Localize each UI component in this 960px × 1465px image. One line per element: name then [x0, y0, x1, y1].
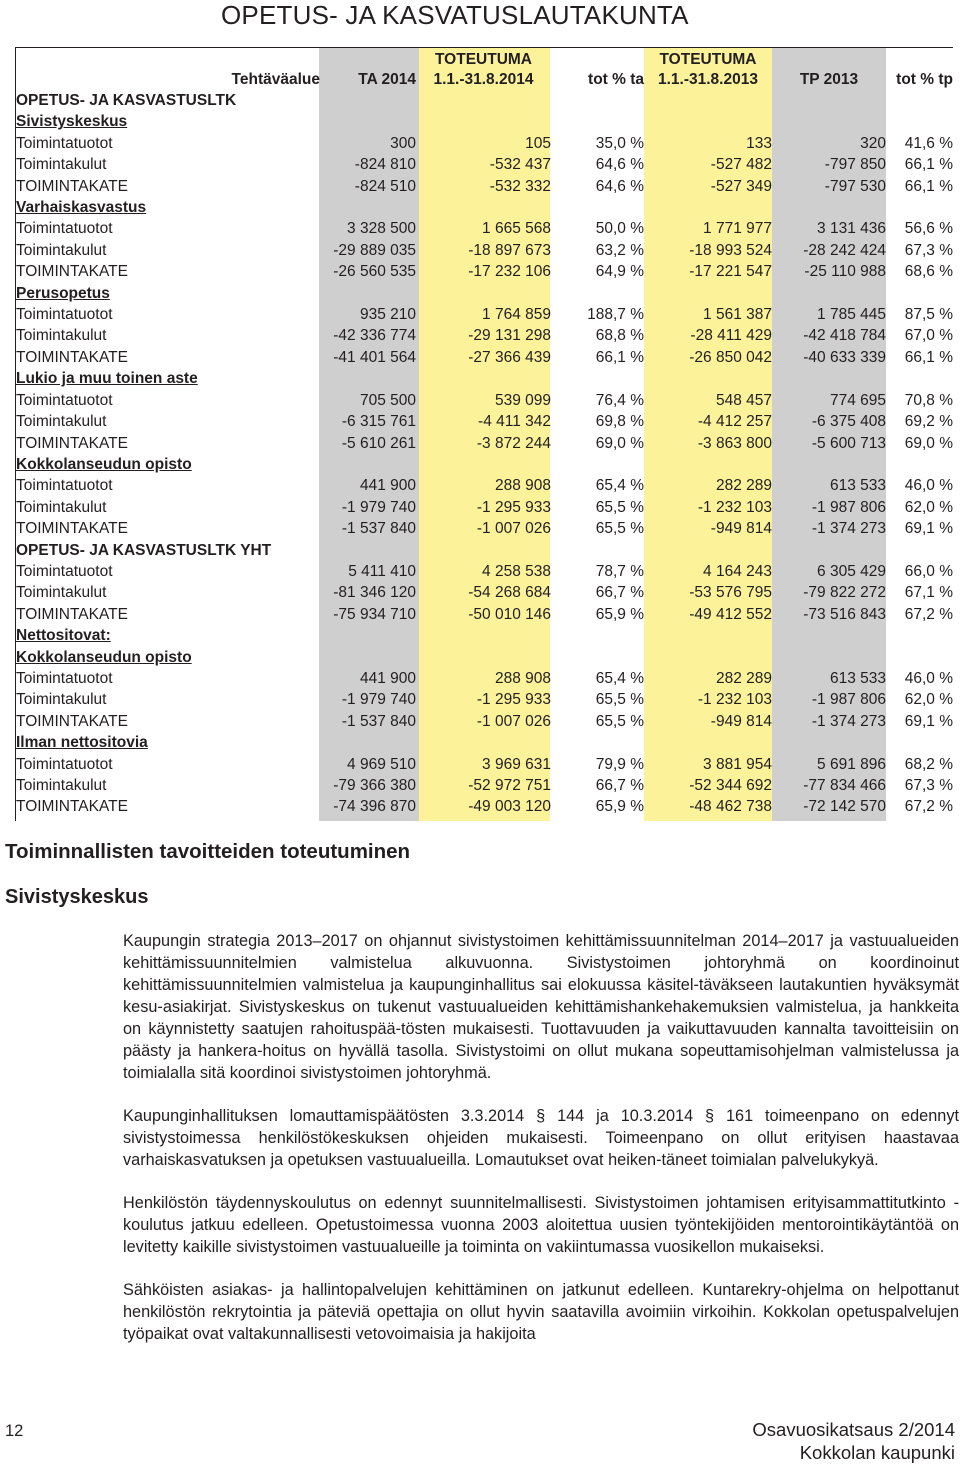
table-cell: 65,5 %	[595, 691, 644, 709]
table-row	[16, 433, 953, 454]
row-label: Toimintatuotot	[16, 669, 113, 687]
table-cell: -5 600 713	[811, 434, 886, 452]
empty-cell	[320, 647, 416, 668]
col-header-toteutuma-2013-line2: 1.1.-31.8.2013	[658, 71, 758, 88]
row-label: Toimintatuotot	[16, 134, 113, 152]
table-cell: -1 987 806	[811, 691, 886, 709]
empty-cell	[416, 625, 551, 646]
row-label: Toimintatuotot	[16, 562, 113, 580]
table-cell: 67,3 %	[904, 241, 953, 259]
table-cell: -77 834 466	[803, 777, 886, 794]
table-cell: 6 305 429	[817, 562, 886, 580]
empty-cell	[644, 454, 772, 475]
row-label: Toimintakulut	[16, 777, 107, 794]
table-cell: -3 863 800	[697, 434, 772, 452]
table-cell: -1 537 840	[341, 520, 416, 538]
table-cell: 1 665 568	[482, 220, 551, 238]
table-cell: 66,0 %	[904, 562, 953, 580]
table-cell: 66,1 %	[904, 348, 953, 366]
table-row	[16, 711, 953, 732]
row-label: TOIMINTAKATE	[16, 177, 128, 195]
table-cell: -49 412 552	[689, 605, 772, 623]
table-cell: 5 411 410	[348, 562, 416, 580]
empty-cell	[416, 647, 551, 668]
table-cell: 935 210	[359, 306, 416, 324]
table-cell: 65,5 %	[595, 712, 644, 730]
table-cell: -824 810	[354, 156, 416, 174]
table-cell: -1 295 933	[476, 691, 551, 709]
table-cell: 76,4 %	[595, 391, 644, 409]
table-row	[16, 347, 953, 368]
table-cell: -29 131 298	[468, 327, 551, 345]
table-cell: 69,1 %	[904, 520, 953, 538]
row-label: TOIMINTAKATE	[16, 434, 128, 452]
col-header-tp-2013: TP 2013	[799, 71, 859, 88]
table-section-row	[16, 454, 953, 475]
table-cell: 65,4 %	[595, 669, 644, 687]
section-label: Varhaiskasvastus	[16, 199, 147, 217]
table-cell: 65,5 %	[595, 498, 644, 516]
row-label: Toimintatuotot	[16, 220, 113, 238]
table-cell: -1 007 026	[476, 520, 551, 538]
empty-cell	[416, 197, 551, 218]
empty-cell	[551, 732, 644, 753]
table-cell: 133	[746, 134, 772, 152]
empty-cell	[644, 90, 772, 111]
row-label: TOIMINTAKATE	[16, 712, 128, 730]
table-cell: 70,8 %	[904, 391, 953, 409]
table-cell: -49 003 120	[468, 798, 551, 816]
table-cell: -74 396 870	[333, 798, 416, 816]
table-cell: 68,2 %	[904, 755, 953, 773]
table-row	[16, 325, 953, 346]
table-section-row	[16, 197, 953, 218]
empty-cell	[320, 90, 416, 111]
empty-cell	[886, 625, 953, 646]
empty-cell	[416, 283, 551, 304]
row-label: TOIMINTAKATE	[16, 348, 128, 366]
table-cell: 69,2 %	[904, 413, 953, 431]
table-cell: -1 232 103	[697, 498, 772, 516]
table-cell: -18 993 524	[689, 241, 772, 259]
table-row	[16, 497, 953, 518]
col-header-toteutuma-2013-line1: TOTEUTUMA	[659, 51, 757, 68]
table-row	[16, 582, 953, 603]
table-row	[16, 518, 953, 539]
row-label: Toimintatuotot	[16, 391, 113, 409]
table-row	[16, 689, 953, 710]
table-cell: 65,9 %	[595, 605, 644, 623]
section-label: Sivistyskeskus	[16, 113, 128, 131]
table-cell: 3 881 954	[703, 755, 772, 773]
empty-cell	[886, 111, 953, 132]
table-cell: -54 268 684	[468, 584, 551, 602]
col-header-toteutuma-2013	[644, 48, 772, 90]
table-row	[16, 304, 953, 325]
table-cell: -40 633 339	[803, 348, 886, 366]
table-row	[16, 775, 953, 796]
empty-cell	[886, 197, 953, 218]
empty-cell	[416, 368, 551, 389]
table-row	[16, 133, 953, 154]
table-cell: 288 908	[494, 669, 551, 687]
table-row	[16, 475, 953, 496]
table-cell: -26 850 042	[689, 348, 772, 366]
table-cell: 5 691 896	[817, 755, 886, 773]
table-row	[16, 261, 953, 282]
table-row	[16, 561, 953, 582]
empty-cell	[772, 197, 886, 218]
section-label: Ilman nettositovia	[16, 734, 148, 752]
row-label: Toimintatuotot	[16, 477, 113, 495]
col-header-tot-pct-ta: tot % ta	[588, 71, 644, 88]
paragraph: Kaupunginhallituksen lomauttamispäätösten 3.3.2014 § 144 ja 10.3.2014 § 161 toimeenpano on edennyt sivistystoimessa henkilöstökeskuksen ohjeiden mukaisesti. Toimeenpano on ollut erityisen haastavaa varhaiskasvatuksen ja opetuksen vastuualueilla. Lomautukset ovat heiken-täneet toimialan palvelukykyä.	[123, 1107, 959, 1169]
table-row	[16, 668, 953, 689]
row-label: Toimintakulut	[16, 584, 107, 602]
table-cell: -75 934 710	[333, 605, 416, 623]
empty-cell	[416, 454, 551, 475]
empty-cell	[772, 540, 886, 561]
empty-cell	[886, 283, 953, 304]
table-section-row	[16, 368, 953, 389]
empty-cell	[644, 647, 772, 668]
empty-cell	[886, 368, 953, 389]
row-label: TOIMINTAKATE	[16, 605, 128, 623]
table-cell: 65,5 %	[595, 520, 644, 538]
col-header-toteutuma-2014-line1: TOTEUTUMA	[434, 51, 532, 68]
table-cell: 3 969 631	[482, 755, 551, 773]
table-cell: 64,9 %	[595, 263, 644, 281]
table-cell: -532 332	[489, 177, 551, 195]
table-body	[16, 90, 953, 818]
empty-cell	[644, 540, 772, 561]
table-cell: -949 814	[710, 520, 772, 538]
body-text	[123, 930, 959, 1366]
empty-cell	[644, 197, 772, 218]
row-label: Toimintakulut	[16, 691, 107, 709]
table-cell: 68,8 %	[595, 327, 644, 345]
row-label: Toimintakulut	[16, 327, 107, 345]
table-cell: 78,7 %	[595, 562, 644, 580]
row-label: Toimintakulut	[16, 156, 107, 174]
table-cell: 63,2 %	[595, 241, 644, 259]
table-cell: -6 375 408	[811, 413, 886, 431]
table-cell: 50,0 %	[595, 220, 644, 238]
empty-cell	[886, 454, 953, 475]
table-cell: 288 908	[494, 477, 551, 495]
empty-cell	[320, 197, 416, 218]
empty-cell	[416, 90, 551, 111]
footer-report-name: Osavuosikatsaus 2/2014	[752, 1419, 955, 1440]
table-cell: 41,6 %	[904, 134, 953, 152]
row-label: Toimintakulut	[16, 498, 107, 516]
table-cell: -1 374 273	[811, 520, 886, 538]
table-section-row	[16, 111, 953, 132]
section-heading-sivistyskeskus: Sivistyskeskus	[5, 886, 149, 908]
table-cell: 1 764 859	[482, 306, 551, 324]
empty-cell	[320, 625, 416, 646]
table-cell: 188,7 %	[587, 306, 644, 324]
table-cell: 705 500	[359, 391, 416, 409]
empty-cell	[772, 368, 886, 389]
section-label: Lukio ja muu toinen aste	[16, 370, 198, 388]
table-row	[16, 390, 953, 411]
table-cell: -42 336 774	[333, 327, 416, 345]
table-cell: 548 457	[715, 391, 772, 409]
empty-cell	[772, 647, 886, 668]
empty-cell	[772, 283, 886, 304]
row-label: Toimintatuotot	[16, 306, 113, 324]
table-cell: -527 482	[710, 156, 772, 174]
table-cell: 105	[525, 134, 551, 152]
col-header-tot-pct-tp: tot % tp	[896, 71, 953, 88]
table-cell: -26 560 535	[333, 263, 416, 281]
table-cell: 65,9 %	[595, 798, 644, 816]
footer	[752, 1418, 955, 1464]
section-label: Perusopetus	[16, 284, 110, 302]
table-cell: 64,6 %	[595, 177, 644, 195]
table-cell: 66,7 %	[595, 584, 644, 602]
table-cell: -4 411 342	[478, 413, 551, 431]
table-cell: 539 099	[494, 391, 551, 409]
table-cell: -25 110 988	[804, 263, 886, 281]
table-cell: 46,0 %	[904, 477, 953, 495]
table-cell: -1 232 103	[697, 691, 772, 709]
table-cell: 1 771 977	[703, 220, 772, 238]
table-cell: 66,7 %	[595, 777, 644, 794]
empty-cell	[320, 283, 416, 304]
table-section-row	[16, 90, 953, 111]
row-label: Toimintatuotot	[16, 755, 113, 773]
section-label: OPETUS- JA KASVASTUSLTK	[16, 92, 237, 109]
table-cell: 3 131 436	[817, 220, 886, 238]
table-cell: -824 510	[354, 177, 416, 195]
table-cell: 282 289	[715, 477, 772, 495]
paragraph: Henkilöstön täydennyskoulutus on edennyt suunnitelmallisesti. Sivistystoimen johtamisen erityisammattitutkinto -koulutus jatkuu edelleen. Opetustoimessa vuonna 2003 aloitettua uusien työntekijöiden mentorointikäytäntöä on levitetty kaikille sivistystoimen vastuualueille ja toiminta on vakiintumassa vuosikellon mukaiseksi.	[123, 1194, 959, 1256]
section-label: Kokkolanseudun opisto	[16, 648, 192, 666]
col-header-toteutuma-2014	[416, 48, 551, 90]
table-cell: -28 411 429	[690, 327, 772, 345]
table-cell: 613 533	[829, 669, 886, 687]
empty-cell	[551, 454, 644, 475]
table-cell: -48 462 738	[689, 798, 772, 816]
table-cell: -1 007 026	[476, 712, 551, 730]
table-section-row	[16, 732, 953, 753]
table-cell: 62,0 %	[904, 498, 953, 516]
table-cell: 4 258 538	[482, 562, 551, 580]
table-cell: 282 289	[715, 669, 772, 687]
table-cell: -17 221 547	[689, 263, 772, 281]
table-cell: -79 822 272	[803, 584, 886, 602]
table-cell: -29 889 035	[333, 241, 416, 259]
empty-cell	[416, 111, 551, 132]
paragraph: Sähköisten asiakas- ja hallintopalvelujen kehittäminen on jatkunut edelleen. Kuntarekry-ohjelma on helpottanut henkilöstön rekrytointia ja päteviä opettajia on ollut hyvin saatavilla avoimiin virkoihin. Kokkolan opetuspalvelujen työpaikat ovat valtakunnallisesti vetovoimaisia ja hakijoita	[123, 1281, 959, 1343]
row-label: Toimintakulut	[16, 241, 107, 259]
table-cell: 320	[860, 134, 886, 152]
table-cell: -52 344 692	[689, 777, 772, 794]
table-section-row	[16, 283, 953, 304]
table-cell: 69,0 %	[595, 434, 644, 452]
empty-cell	[772, 732, 886, 753]
empty-cell	[551, 368, 644, 389]
page-title: OPETUS- JA KASVATUSLAUTAKUNTA	[221, 0, 689, 30]
table-cell: -5 610 261	[341, 434, 416, 452]
footer-organization: Kokkolan kaupunki	[799, 1442, 955, 1463]
table-cell: 1 785 445	[817, 306, 886, 324]
table-cell: -17 232 106	[468, 263, 551, 281]
empty-cell	[320, 732, 416, 753]
table-cell: 774 695	[829, 391, 886, 409]
empty-cell	[416, 732, 551, 753]
table-cell: -53 576 795	[689, 584, 772, 602]
table-cell: 46,0 %	[904, 669, 953, 687]
empty-cell	[551, 197, 644, 218]
empty-cell	[416, 540, 551, 561]
table-row	[16, 218, 953, 239]
table-cell: 69,0 %	[904, 434, 953, 452]
table-cell: 67,0 %	[904, 327, 953, 345]
table-cell: 66,1 %	[904, 177, 953, 195]
table-cell: 79,9 %	[595, 755, 644, 773]
table-cell: -949 814	[710, 712, 772, 730]
empty-cell	[644, 283, 772, 304]
table-cell: 4 164 243	[703, 562, 772, 580]
empty-cell	[644, 111, 772, 132]
table-cell: 66,1 %	[904, 156, 953, 174]
table-cell: -18 897 673	[468, 241, 551, 259]
empty-cell	[772, 454, 886, 475]
table-row	[16, 796, 953, 817]
table-cell: -72 142 570	[803, 798, 886, 816]
table-cell: -79 366 380	[333, 777, 416, 794]
table-cell: -50 010 146	[468, 605, 551, 623]
table-cell: 62,0 %	[904, 691, 953, 709]
table-cell: 69,8 %	[595, 413, 644, 431]
table-section-row	[16, 647, 953, 668]
table-row	[16, 176, 953, 197]
row-label: TOIMINTAKATE	[16, 520, 128, 538]
table-cell: 35,0 %	[595, 134, 644, 152]
empty-cell	[551, 647, 644, 668]
table-cell: -42 418 784	[803, 327, 886, 345]
table-cell: 68,6 %	[904, 263, 953, 281]
empty-cell	[886, 732, 953, 753]
table-cell: 67,3 %	[904, 777, 953, 794]
empty-cell	[886, 647, 953, 668]
empty-cell	[551, 283, 644, 304]
table-cell: -532 437	[489, 156, 551, 174]
empty-cell	[320, 540, 416, 561]
table-cell: -3 872 244	[476, 434, 551, 452]
section-label: OPETUS- JA KASVASTUSLTK YHT	[16, 541, 272, 559]
empty-cell	[772, 90, 886, 111]
section-label: Kokkolanseudun opisto	[16, 455, 192, 473]
table-cell: -797 850	[824, 156, 886, 174]
table-cell: 56,6 %	[904, 220, 953, 238]
table-cell: -41 401 564	[333, 348, 416, 366]
financial-table-area	[15, 47, 953, 821]
table-cell: -1 979 740	[341, 498, 416, 516]
empty-cell	[551, 90, 644, 111]
table-cell: 3 328 500	[347, 220, 416, 238]
table-section-row	[16, 540, 953, 561]
empty-cell	[886, 540, 953, 561]
empty-cell	[644, 368, 772, 389]
table-cell: 69,1 %	[904, 712, 953, 730]
table-cell: 66,1 %	[595, 348, 644, 366]
col-header-toteutuma-2014-line2: 1.1.-31.8.2014	[433, 71, 534, 88]
table-cell: 1 561 387	[703, 306, 772, 324]
section-heading-tavoitteet: Toiminnallisten tavoitteiden toteutuminen	[5, 840, 411, 863]
table-cell: -28 242 424	[803, 241, 886, 259]
empty-cell	[320, 368, 416, 389]
table-cell: 65,4 %	[595, 477, 644, 495]
table-section-row	[16, 625, 953, 646]
table-cell: 67,1 %	[904, 584, 953, 602]
table-cell: 64,6 %	[595, 156, 644, 174]
col-header-ta-2014: TA 2014	[358, 71, 416, 88]
table-cell: -27 366 439	[468, 348, 551, 366]
table-cell: -81 346 120	[333, 584, 416, 602]
table-cell: 4 969 510	[347, 755, 416, 773]
table-row	[16, 154, 953, 175]
row-label: TOIMINTAKATE	[16, 798, 128, 816]
empty-cell	[772, 111, 886, 132]
empty-cell	[551, 111, 644, 132]
col-header-tehtavaalue: Tehtäväalue	[231, 71, 320, 88]
table-cell: 67,2 %	[904, 605, 953, 623]
table-row	[16, 411, 953, 432]
table-cell: -1 374 273	[811, 712, 886, 730]
empty-cell	[320, 454, 416, 475]
empty-cell	[644, 732, 772, 753]
paragraph: Kaupungin strategia 2013–2017 on ohjannut sivistystoimen kehittämissuunnitelman 2014–2017 ja vastuualueiden kehittämissuunnitelmien valmistelua alkuvuonna. Sivistystoimen johtoryhmä on koordinoinut kehittämissuunnitelmien valmistelua ja kaupunginhallitus sai elokuussa käsitel-täväkseen lautakuntien hyväksymät kesu-asiakirjat. Sivistyskeskus on tukenut vastuualueiden kehittämishankehakemuksien valmistelua, ja hankkeita on käynnistetty saatujen rahoituspää-tösten mukaisesti. Tuottavuuden ja vaikuttavuuden kannalta tavoitteisiin on päästy ja hankera-hoitus on hyvällä tasolla. Sivistystoimi on ollut mukana sopeuttamisohjelman valmistelussa ja toimialalla sitä koordinoi sivistystoimen johtoryhmä.	[123, 932, 959, 1082]
table-cell: -4 412 257	[697, 413, 772, 431]
table-cell: -52 972 751	[468, 777, 551, 794]
page-number: 12	[5, 1422, 24, 1440]
table-cell: -6 315 761	[341, 413, 416, 431]
row-label: Toimintakulut	[16, 413, 107, 431]
empty-cell	[886, 90, 953, 111]
empty-cell	[551, 625, 644, 646]
table-cell: 613 533	[829, 477, 886, 495]
table-cell: -1 537 840	[341, 712, 416, 730]
table-cell: 441 900	[359, 669, 416, 687]
row-label: TOIMINTAKATE	[16, 263, 128, 281]
table-cell: -797 530	[824, 177, 886, 195]
empty-cell	[772, 625, 886, 646]
table-row	[16, 754, 953, 775]
table-row	[16, 240, 953, 261]
table-cell: -1 987 806	[811, 498, 886, 516]
table-cell: -527 349	[710, 177, 772, 195]
table-cell: 300	[390, 134, 416, 152]
empty-cell	[644, 625, 772, 646]
table-cell: -1 979 740	[341, 691, 416, 709]
table-cell: 67,2 %	[904, 798, 953, 816]
table-cell: 87,5 %	[904, 306, 953, 324]
empty-cell	[320, 111, 416, 132]
financial-table	[16, 48, 953, 818]
empty-cell	[551, 540, 644, 561]
table-cell: -1 295 933	[476, 498, 551, 516]
section-label: Nettositovat:	[16, 627, 111, 645]
table-row	[16, 604, 953, 625]
table-cell: -73 516 843	[803, 605, 886, 623]
table-cell: 441 900	[359, 477, 416, 495]
